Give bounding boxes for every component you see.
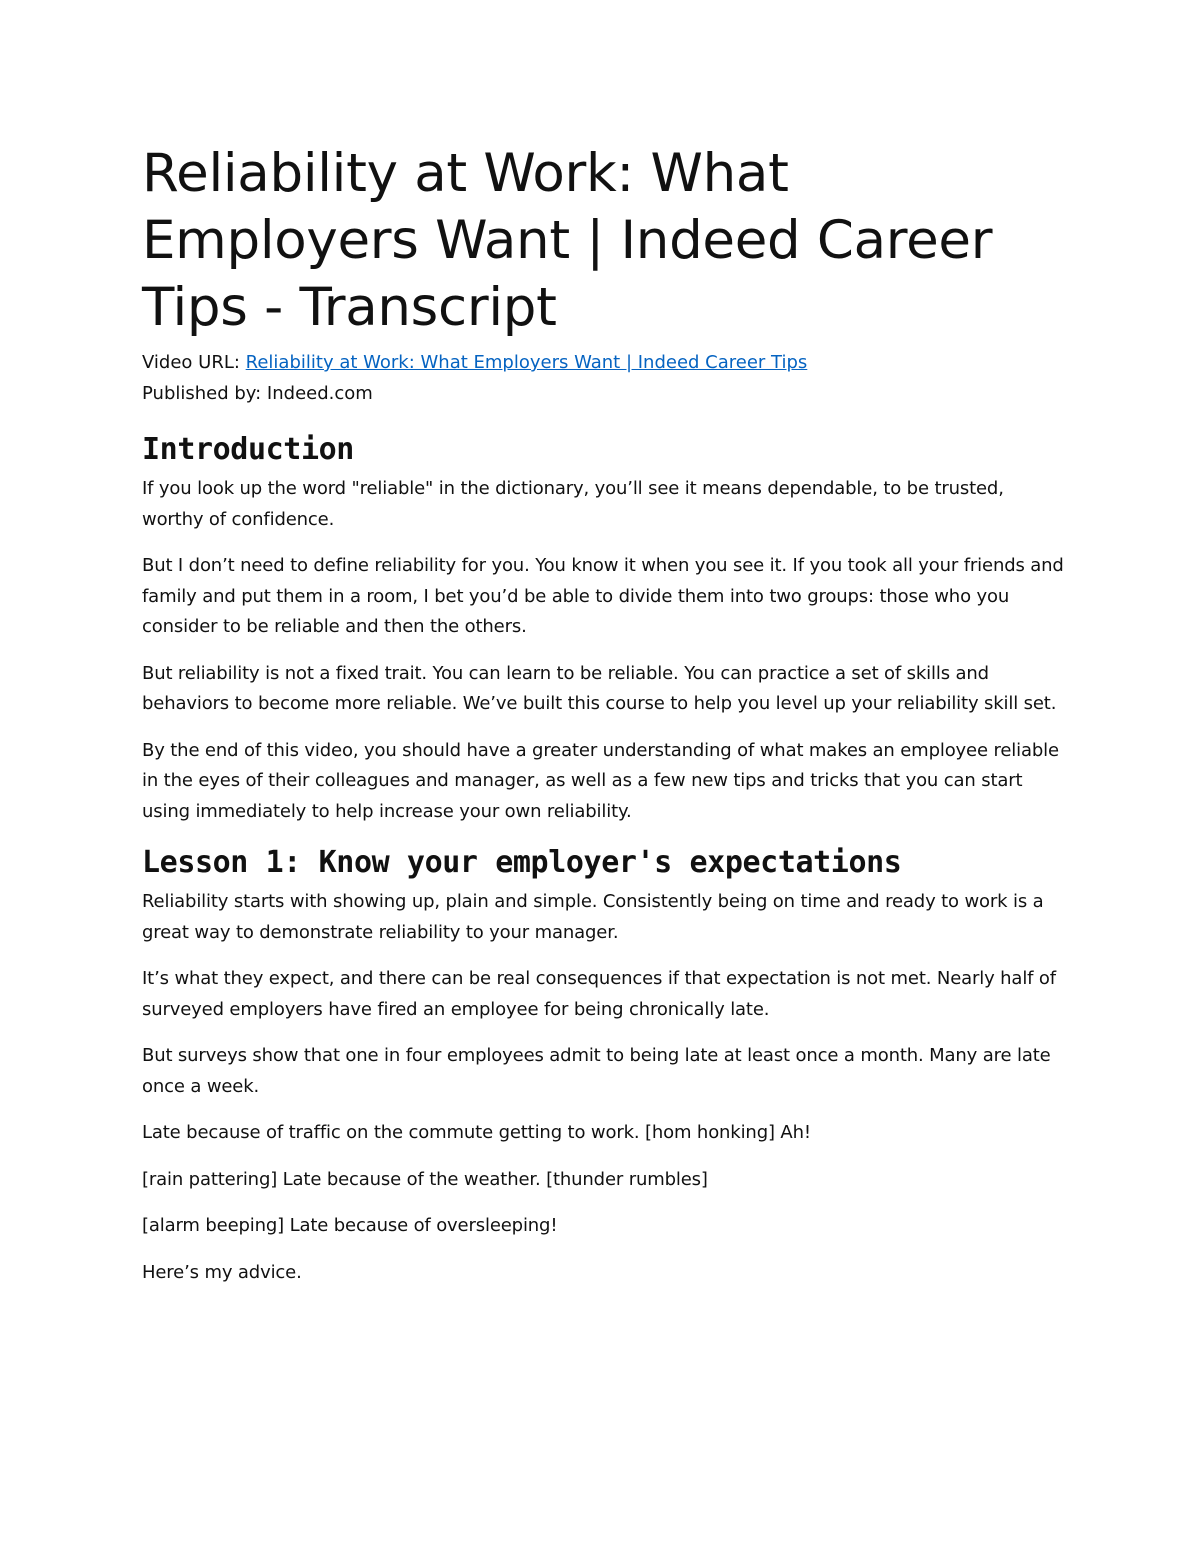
video-url-label: Video URL: (142, 352, 246, 373)
paragraph: If you look up the word "reliable" in the dictionary, you’ll see it means dependable, to be trusted, worthy of confidence. (142, 478, 1004, 530)
paragraph: By the end of this video, you should have a greater understanding of what makes an employee reliable in the eyes of their colleagues and manager, as well as a few new tips and tricks that you can start using immediately to help increase your own reliability. (142, 739, 1059, 822)
paragraph: [rain pattering] Late because of the weather. [thunder rumbles] (142, 1168, 708, 1190)
paragraph: Reliability starts with showing up, plain and simple. Consistently being on time and ready to work is a great way to demonstrate reliability to your manager. (142, 891, 1044, 943)
document-page (142, 140, 1067, 1304)
paragraph: Here’s my advice. (142, 1261, 302, 1283)
paragraph: It’s what they expect, and there can be real consequences if that expectation is not met. Nearly half of surveyed employers have fired an employee for being chronically late. (142, 968, 1056, 1020)
paragraph: Late because of traffic on the commute getting to work. [hom honking] Ah! (142, 1122, 811, 1143)
published-by-line: Published by: Indeed.com (142, 383, 373, 404)
paragraph: But surveys show that one in four employees admit to being late at least once a month. Many are late once a week. (142, 1045, 1051, 1097)
paragraph: But reliability is not a fixed trait. You can learn to be reliable. You can practice a set of skills and behaviors to become more reliable. We’ve built this course to help you level up your reliability skill set. (142, 662, 1057, 714)
paragraph: [alarm beeping] Late because of oversleeping! (142, 1215, 558, 1236)
paragraph: But I don’t need to define reliability for you. You know it when you see it. If you took all your friends and family and put them in a room, I bet you’d be able to divide them into two groups: those who you consider to be reliable and then the others. (142, 555, 1064, 637)
video-url-link[interactable]: Reliability at Work: What Employers Want | Indeed Career Tips (245, 352, 808, 373)
video-url-line (142, 347, 1067, 378)
lesson-1-heading: Lesson 1: Know your employer's expectations (142, 845, 902, 880)
introduction-heading: Introduction (142, 432, 354, 467)
document-title: Reliability at Work: What Employers Want | Indeed Career Tips - Transcript (142, 143, 993, 338)
